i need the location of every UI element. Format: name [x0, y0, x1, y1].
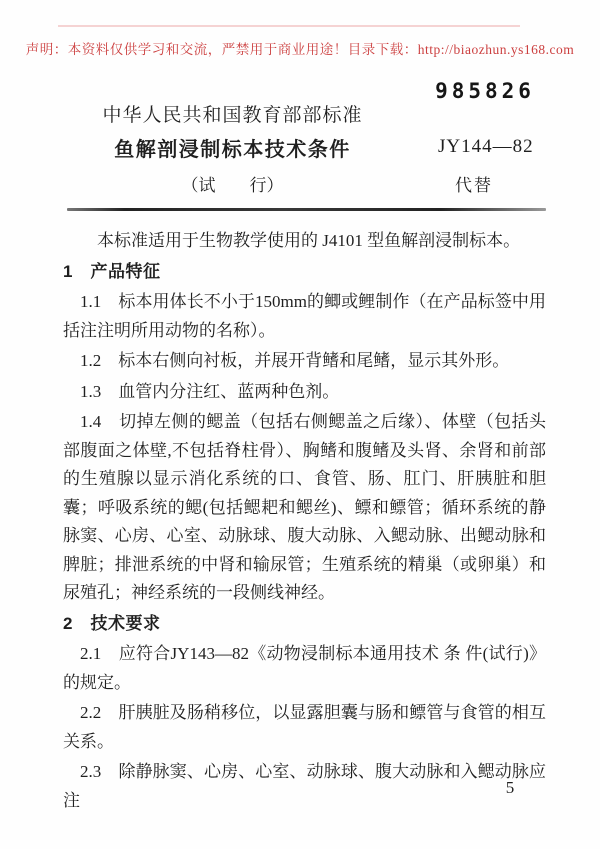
document-body: [63, 227, 546, 817]
clause-1-2: 1.2 标本右侧向衬板，并展开背鳍和尾鳍，显示其外形。: [80, 351, 510, 370]
stamp-number: 985826: [435, 79, 535, 103]
header-divider: [67, 208, 546, 211]
section-2-heading: 2 技术要求: [63, 613, 161, 633]
clause-2-1: 2.1 应符合JY143—82《动物浸制标本通用技术 条 件(试行)》的规定。: [63, 644, 546, 692]
intro-paragraph: 本标准适用于生物教学使用的 J4101 型鱼解剖浸制标本。: [97, 231, 521, 250]
section-1-heading: 1 产品特征: [63, 261, 161, 281]
replaces-label: 代替: [455, 176, 493, 195]
scan-artifact-line: [58, 25, 520, 27]
clause-1-3: 1.3 血管内分注红、蓝两种色剂。: [80, 381, 340, 401]
clause-1-4: 1.4 切掉左侧的鳃盖（包括右侧鳃盖之后缘）、体壁（包括头部腹面之体壁,不包括脊柱骨）、胸鳍和腹鳍及头肾、余肾和前部的生殖腺以显示消化系统的口、食管、肠、肛门、肝胰脏和胆囊；呼吸系统的鳃(包括鳃耙和鳃丝)、鳔和鳔管；循环系统的静脉窦、心房、心室、动脉球、腹大动脉、入鳃动脉、出鳃动脉和脾脏；排泄系统的中肾和输尿管；生殖系统的精巢（或卵巢）和尿殖孔；神经系统的一段侧线神经。: [63, 412, 546, 602]
clause-1-1: 1.1 标本用体长不小于150mm的鲫或鲤制作（在产品标签中用括注注明所用动物的名称）。: [63, 292, 546, 340]
trial-label: （试 行）: [181, 176, 284, 195]
disclaimer-banner: 声明：本资料仅供学习和交流，严禁用于商业用途！目录下载：http://biaozhun.ys168.com: [25, 42, 575, 57]
page-number: 5: [505, 778, 515, 797]
clause-2-2: 2.2 肝胰脏及肠稍移位，以显露胆囊与肠和鳔管与食管的相互关系。: [63, 703, 546, 751]
document-title: 鱼解剖浸制标本技术条件: [114, 139, 351, 161]
authority-line: 中华人民共和国教育部部标准: [102, 105, 363, 126]
clause-2-3: 2.3 除静脉窦、心房、心室、动脉球、腹大动脉和入鳃动脉应注: [63, 762, 546, 810]
standard-number: JY144—82: [438, 136, 534, 157]
